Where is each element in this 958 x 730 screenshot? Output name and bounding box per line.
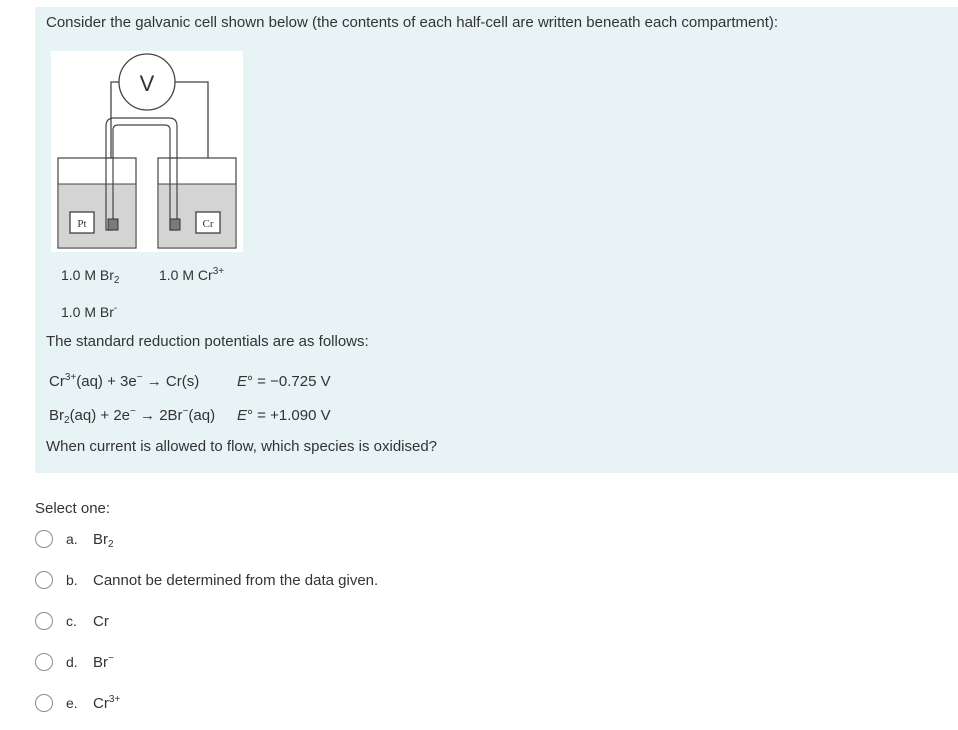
option-b[interactable]: b. Cannot be determined from the data given. (35, 568, 53, 592)
left-cell-contents-2: 1.0 M Br- (61, 303, 118, 320)
select-one-label: Select one: (35, 500, 111, 517)
radio-option-b[interactable] (35, 571, 53, 589)
voltmeter-label: V (139, 71, 155, 96)
radio-option-c[interactable] (35, 612, 53, 630)
radio-option-d[interactable] (35, 653, 53, 671)
right-cell-contents: 1.0 M $Cr^{3+}$ (159, 266, 225, 283)
galvanic-cell-diagram (51, 51, 243, 252)
question-prompt: When current is allowed to flow, which species is oxidised? (46, 438, 438, 455)
potentials-intro: The standard reduction potentials are as follows: (46, 333, 369, 350)
option-d[interactable]: d. Br− (35, 650, 53, 674)
pt-electrode-label: Pt (77, 218, 87, 230)
radio-option-a[interactable] (35, 530, 53, 548)
cr-electrode-label: Cr (202, 218, 214, 230)
question-intro: Consider the galvanic cell shown below (the contents of each half-cell are written beneath each compartment): (46, 14, 779, 31)
option-e[interactable]: e. $Cr^{3+}$ (35, 691, 53, 715)
option-c[interactable]: c. Cr (35, 609, 53, 633)
left-cell-contents: 1.0 M $Br_2$ (61, 267, 120, 286)
option-a[interactable]: a. $Br_2$ (35, 527, 53, 551)
reduction-equation-2: $Br_2(aq) + 2e^- \to 2Br^-(aq)$ E° = +1.090 V (49, 406, 331, 426)
reduction-equation-1: $Cr^{3+}(aq) + 3e^- \to Cr(s)$ E° = −0.725 V (49, 372, 331, 390)
radio-option-e[interactable] (35, 694, 53, 712)
